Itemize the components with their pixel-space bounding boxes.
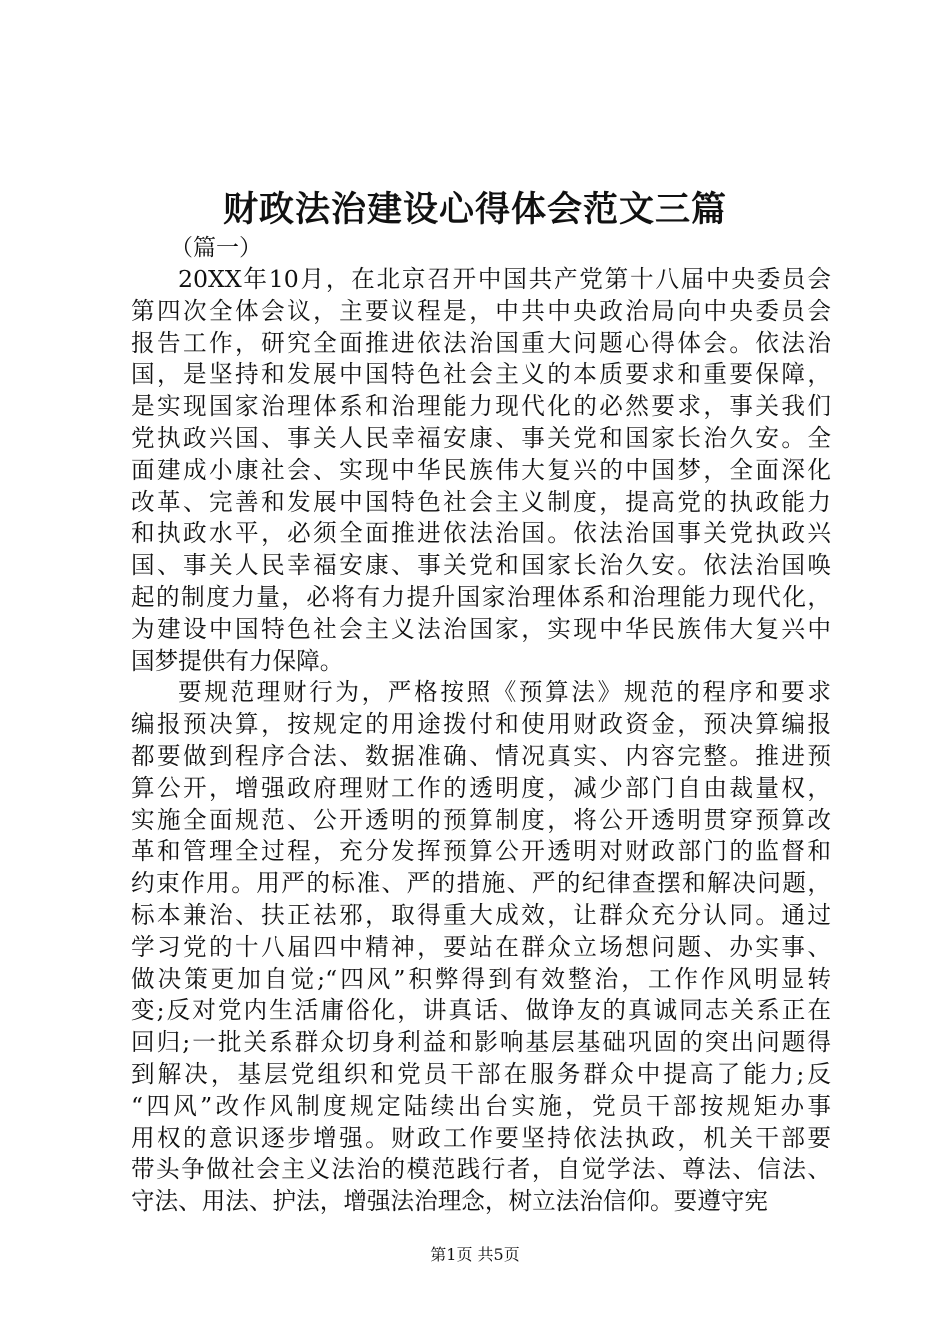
paragraph-line: 学习党的十八届四中精神，要站在群众立场想问题、办实事、 xyxy=(131,932,831,961)
paragraph-line: 到解决，基层党组织和党员干部在服务群众中提高了能力;反 xyxy=(131,1059,831,1088)
paragraph-line: 面建成小康社会、实现中华民族伟大复兴的中国梦，全面深化 xyxy=(131,455,831,484)
paragraph-line: 国，是坚持和发展中国特色社会主义的本质要求和重要保障， xyxy=(131,360,831,389)
document-body xyxy=(131,264,831,1218)
paragraph-line: 要规范理财行为，严格按照《预算法》规范的程序和要求 xyxy=(178,678,831,707)
document-title: 财政法治建设心得体会范文三篇 xyxy=(222,189,727,230)
paragraph-line: 国、事关人民幸福安康、事关党和国家长治久安。依法治国唤 xyxy=(131,551,831,580)
paragraph-line: 起的制度力量，必将有力提升国家治理体系和治理能力现代化， xyxy=(131,582,831,611)
paragraph-line: 是实现国家治理体系和治理能力现代化的必然要求，事关我们 xyxy=(131,392,831,421)
paragraph-line: 国梦提供有力保障。 xyxy=(131,646,344,675)
paragraph-line: 算公开，增强政府理财工作的透明度，减少部门自由裁量权， xyxy=(131,773,831,802)
paragraph-line: 守法、用法、护法，增强法治理念，树立法治信仰。要遵守宪 xyxy=(131,1187,769,1216)
page-footer: 第1页 共5页 xyxy=(430,1245,520,1264)
paragraph-line: 党执政兴国、事关人民幸福安康、事关党和国家长治久安。全 xyxy=(131,423,831,452)
paragraph-line: “四风”改作风制度规定陆续出台实施，党员干部按规矩办事 xyxy=(131,1091,831,1120)
paragraph xyxy=(131,264,831,677)
paragraph-line: 为建设中国特色社会主义法治国家，实现中华民族伟大复兴中 xyxy=(131,614,831,643)
paragraph-line: 标本兼治、扶正祛邪，取得重大成效，让群众充分认同。通过 xyxy=(131,900,831,929)
paragraph-line: 约束作用。用严的标准、严的措施、严的纪律查摆和解决问题， xyxy=(131,869,831,898)
paragraph-line: 和执政水平，必须全面推进依法治国。依法治国事关党执政兴 xyxy=(131,519,831,548)
paragraph-line: 第四次全体会议，主要议程是，中共中央政治局向中央委员会 xyxy=(131,296,831,325)
paragraph xyxy=(131,677,831,1218)
paragraph-line: 回归;一批关系群众切身利益和影响基层基础巩固的突出问题得 xyxy=(131,1028,831,1057)
paragraph-line: 用权的意识逐步增强。财政工作要坚持依法执政，机关干部要 xyxy=(131,1123,831,1152)
section-label: （篇一） xyxy=(170,235,262,261)
paragraph-line: 实施全面规范、公开透明的预算制度，将公开透明贯穿预算改 xyxy=(131,805,831,834)
paragraph-line: 改革、完善和发展中国特色社会主义制度，提高党的执政能力 xyxy=(131,487,831,516)
paragraph-line: 报告工作，研究全面推进依法治国重大问题心得体会。依法治 xyxy=(131,328,831,357)
paragraph-line: 都要做到程序合法、数据准确、情况真实、内容完整。推进预 xyxy=(131,741,831,770)
paragraph-line: 20XX年10月，在北京召开中国共产党第十八届中央委员会 xyxy=(178,265,831,293)
paragraph-line: 编报预决算，按规定的用途拨付和使用财政资金，预决算编报 xyxy=(131,710,831,739)
paragraph-line: 带头争做社会主义法治的模范践行者，自觉学法、尊法、信法、 xyxy=(131,1155,831,1184)
paragraph-line: 变;反对党内生活庸俗化，讲真话、做诤友的真诚同志关系正在 xyxy=(131,996,831,1025)
paragraph-line: 革和管理全过程，充分发挥预算公开透明对财政部门的监督和 xyxy=(131,837,831,866)
paragraph-line: 做决策更加自觉;“四风”积弊得到有效整治，工作作风明显转 xyxy=(131,964,831,993)
